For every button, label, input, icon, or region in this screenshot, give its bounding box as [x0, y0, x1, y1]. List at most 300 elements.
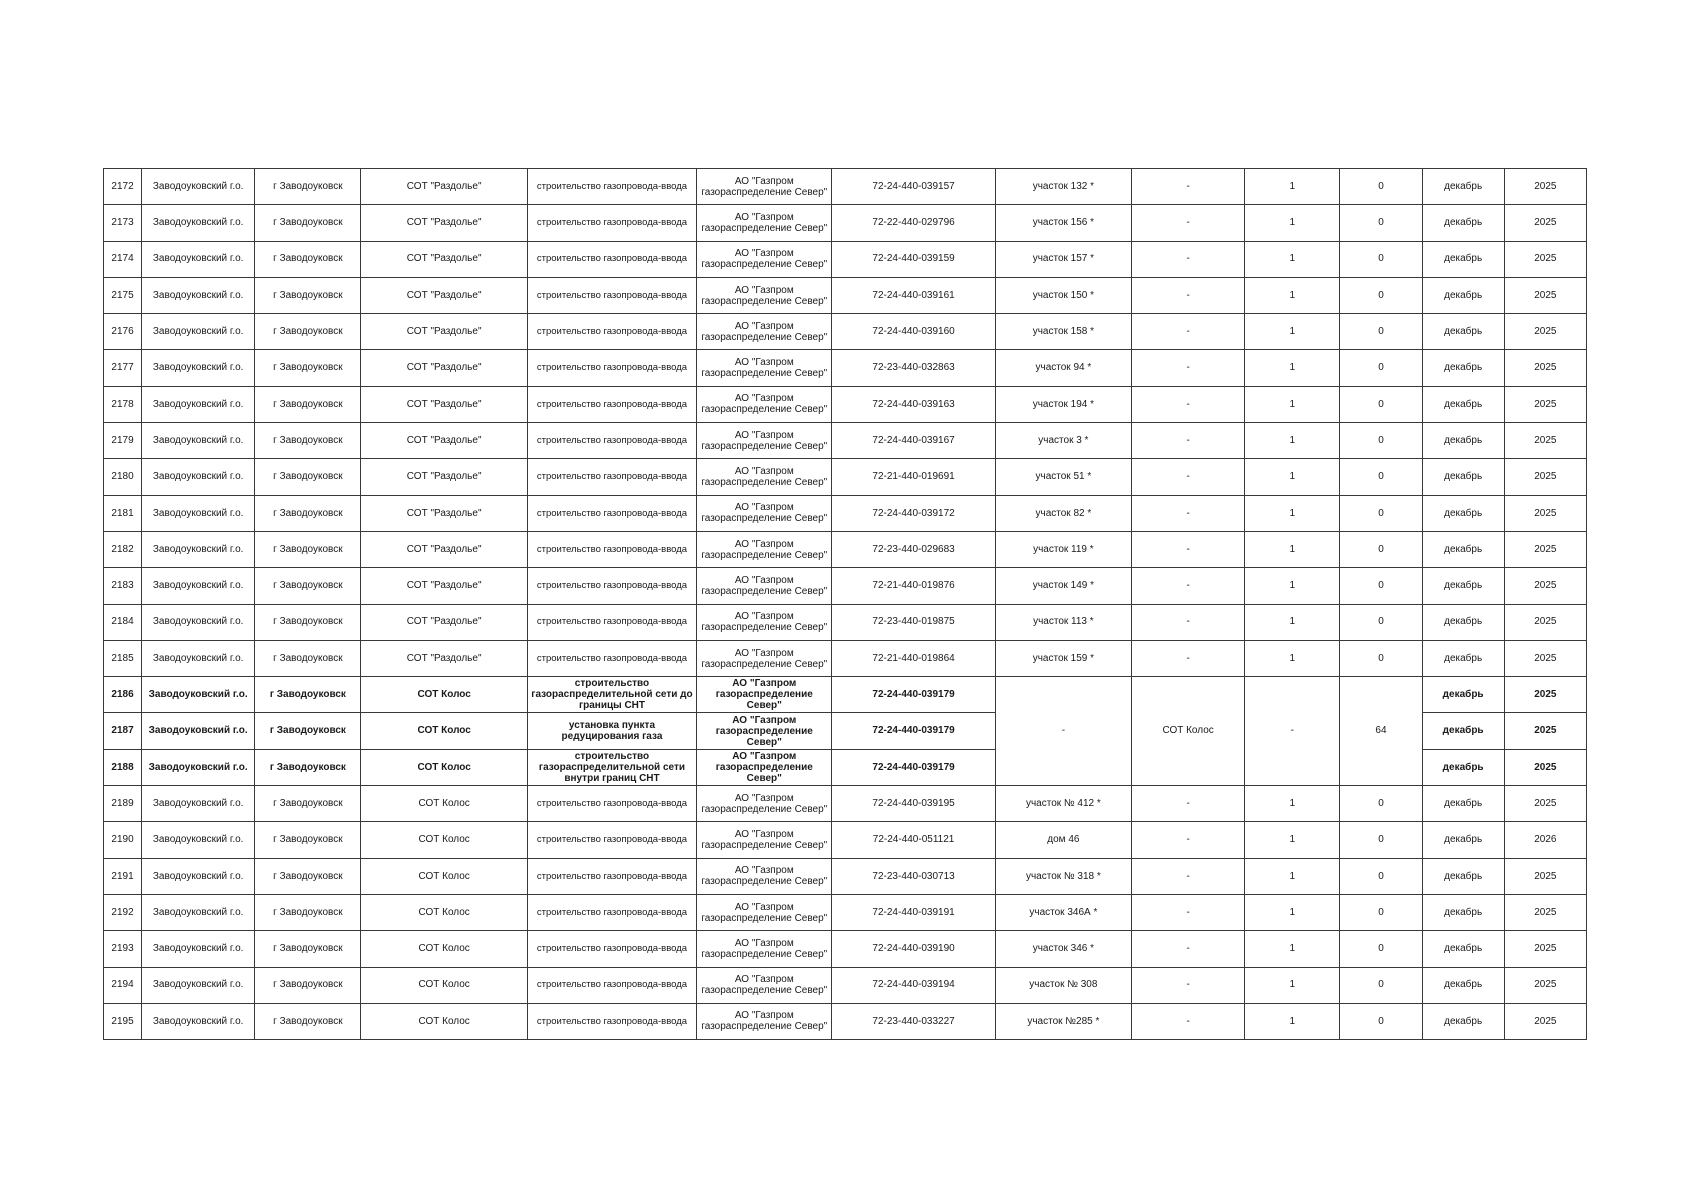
column-10-cell: 1: [1245, 277, 1340, 313]
table-row: [104, 350, 1587, 386]
column-10-cell: 1: [1245, 568, 1340, 604]
month-cell: декабрь: [1422, 604, 1504, 640]
work-type-cell: строительство газопровода-ввода: [527, 495, 696, 531]
organization-cell: АО "Газпром газораспределение Север": [697, 894, 832, 930]
month-cell: декабрь: [1422, 677, 1504, 713]
table-row: [104, 858, 1587, 894]
sot-name-cell: СОТ "Раздолье": [361, 604, 527, 640]
settlement-cell: г Заводоуковск: [255, 386, 361, 422]
column-11-cell: 0: [1340, 205, 1422, 241]
column-11-cell: 0: [1340, 314, 1422, 350]
work-type-cell: строительство газопровода-ввода: [527, 277, 696, 313]
sot-name-cell: СОТ "Раздолье": [361, 568, 527, 604]
cadastral-number-cell: 72-24-440-039167: [832, 423, 995, 459]
cadastral-number-cell: 72-22-440-029796: [832, 205, 995, 241]
district-cell: Заводоуковский г.о.: [142, 459, 255, 495]
column-10-cell-merged: -: [1245, 677, 1340, 786]
sot-name-cell: СОТ "Раздолье": [361, 277, 527, 313]
month-cell: декабрь: [1422, 640, 1504, 676]
plot-cell: участок 346 *: [995, 931, 1131, 967]
organization-cell: АО "Газпром газораспределение Север": [697, 277, 832, 313]
sot-name-cell: СОТ Колос: [361, 967, 527, 1003]
work-type-cell: строительство газопровода-ввода: [527, 350, 696, 386]
row-number-cell: 2194: [104, 967, 142, 1003]
year-cell: 2025: [1504, 386, 1586, 422]
organization-cell: АО "Газпром газораспределение Север": [697, 677, 832, 713]
column-9-cell: -: [1132, 423, 1245, 459]
row-number-cell: 2178: [104, 386, 142, 422]
row-number-cell: 2195: [104, 1003, 142, 1039]
column-9-cell: -: [1132, 786, 1245, 822]
column-9-cell: -: [1132, 894, 1245, 930]
month-cell: декабрь: [1422, 169, 1504, 205]
column-10-cell: 1: [1245, 423, 1340, 459]
organization-cell: АО "Газпром газораспределение Север": [697, 169, 832, 205]
sot-name-cell: СОТ Колос: [361, 822, 527, 858]
sot-name-cell: СОТ Колос: [361, 677, 527, 713]
organization-cell: АО "Газпром газораспределение Север": [697, 314, 832, 350]
column-11-cell: 0: [1340, 386, 1422, 422]
column-10-cell: 1: [1245, 350, 1340, 386]
row-number-cell: 2183: [104, 568, 142, 604]
column-9-cell: -: [1132, 350, 1245, 386]
column-11-cell: 0: [1340, 568, 1422, 604]
year-cell: 2025: [1504, 205, 1586, 241]
work-type-cell: строительство газопровода-ввода: [527, 858, 696, 894]
column-9-cell-merged: СОТ Колос: [1132, 677, 1245, 786]
month-cell: декабрь: [1422, 894, 1504, 930]
settlement-cell: г Заводоуковск: [255, 350, 361, 386]
table-row-group: [104, 677, 1587, 713]
column-11-cell: 0: [1340, 423, 1422, 459]
organization-cell: АО "Газпром газораспределение Север": [697, 386, 832, 422]
sot-name-cell: СОТ "Раздолье": [361, 423, 527, 459]
year-cell: 2025: [1504, 459, 1586, 495]
plot-cell: участок 82 *: [995, 495, 1131, 531]
district-cell: Заводоуковский г.о.: [142, 169, 255, 205]
table-row: [104, 169, 1587, 205]
year-cell: 2025: [1504, 1003, 1586, 1039]
work-type-cell: строительство газопровода-ввода: [527, 568, 696, 604]
year-cell: 2025: [1504, 277, 1586, 313]
settlement-cell: г Заводоуковск: [255, 894, 361, 930]
column-10-cell: 1: [1245, 858, 1340, 894]
settlement-cell: г Заводоуковск: [255, 531, 361, 567]
year-cell: 2025: [1504, 423, 1586, 459]
plot-cell: участок 119 *: [995, 531, 1131, 567]
column-10-cell: 1: [1245, 894, 1340, 930]
work-type-cell: строительство газопровода-ввода: [527, 1003, 696, 1039]
district-cell: Заводоуковский г.о.: [142, 713, 255, 749]
district-cell: Заводоуковский г.о.: [142, 495, 255, 531]
plot-cell: участок 159 *: [995, 640, 1131, 676]
organization-cell: АО "Газпром газораспределение Север": [697, 822, 832, 858]
month-cell: декабрь: [1422, 822, 1504, 858]
work-type-cell: строительство газопровода-ввода: [527, 786, 696, 822]
district-cell: Заводоуковский г.о.: [142, 822, 255, 858]
column-10-cell: 1: [1245, 459, 1340, 495]
cadastral-number-cell: 72-23-440-029683: [832, 531, 995, 567]
district-cell: Заводоуковский г.о.: [142, 786, 255, 822]
row-number-cell: 2174: [104, 241, 142, 277]
year-cell: 2025: [1504, 640, 1586, 676]
work-type-cell: строительство газопровода-ввода: [527, 967, 696, 1003]
settlement-cell: г Заводоуковск: [255, 459, 361, 495]
sot-name-cell: СОТ "Раздолье": [361, 314, 527, 350]
sot-name-cell: СОТ "Раздолье": [361, 350, 527, 386]
year-cell: 2025: [1504, 169, 1586, 205]
work-type-cell: строительство газораспределительной сети до границы СНТ: [527, 677, 696, 713]
column-10-cell: 1: [1245, 786, 1340, 822]
column-9-cell: -: [1132, 459, 1245, 495]
district-cell: Заводоуковский г.о.: [142, 931, 255, 967]
sot-name-cell: СОТ "Раздолье": [361, 241, 527, 277]
district-cell: Заводоуковский г.о.: [142, 749, 255, 785]
organization-cell: АО "Газпром газораспределение Север": [697, 241, 832, 277]
settlement-cell: г Заводоуковск: [255, 822, 361, 858]
year-cell: 2025: [1504, 568, 1586, 604]
column-11-cell: 0: [1340, 931, 1422, 967]
year-cell: 2025: [1504, 858, 1586, 894]
row-number-cell: 2175: [104, 277, 142, 313]
column-9-cell: -: [1132, 858, 1245, 894]
row-number-cell: 2192: [104, 894, 142, 930]
month-cell: декабрь: [1422, 931, 1504, 967]
column-11-cell: 0: [1340, 640, 1422, 676]
column-10-cell: 1: [1245, 169, 1340, 205]
row-number-cell: 2172: [104, 169, 142, 205]
row-number-cell: 2181: [104, 495, 142, 531]
column-10-cell: 1: [1245, 640, 1340, 676]
table-row: [104, 568, 1587, 604]
district-cell: Заводоуковский г.о.: [142, 568, 255, 604]
plot-cell-merged: -: [995, 677, 1131, 786]
table-row: [104, 822, 1587, 858]
settlement-cell: г Заводоуковск: [255, 205, 361, 241]
settlement-cell: г Заводоуковск: [255, 169, 361, 205]
table-row: [104, 967, 1587, 1003]
district-cell: Заводоуковский г.о.: [142, 640, 255, 676]
column-11-cell: 0: [1340, 350, 1422, 386]
plot-cell: участок 194 *: [995, 386, 1131, 422]
sot-name-cell: СОТ Колос: [361, 786, 527, 822]
cadastral-number-cell: 72-24-440-039172: [832, 495, 995, 531]
work-type-cell: строительство газопровода-ввода: [527, 894, 696, 930]
district-cell: Заводоуковский г.о.: [142, 1003, 255, 1039]
column-9-cell: -: [1132, 205, 1245, 241]
table-row: [104, 604, 1587, 640]
cadastral-number-cell: 72-24-440-039194: [832, 967, 995, 1003]
table-row: [104, 931, 1587, 967]
column-9-cell: -: [1132, 241, 1245, 277]
cadastral-number-cell: 72-24-440-039159: [832, 241, 995, 277]
cadastral-number-cell: 72-21-440-019876: [832, 568, 995, 604]
table-row: [104, 495, 1587, 531]
year-cell: 2025: [1504, 786, 1586, 822]
year-cell: 2025: [1504, 495, 1586, 531]
row-number-cell: 2191: [104, 858, 142, 894]
plot-cell: участок 149 *: [995, 568, 1131, 604]
table-row: [104, 1003, 1587, 1039]
settlement-cell: г Заводоуковск: [255, 640, 361, 676]
column-10-cell: 1: [1245, 1003, 1340, 1039]
cadastral-number-cell: 72-23-440-019875: [832, 604, 995, 640]
organization-cell: АО "Газпром газораспределение Север": [697, 858, 832, 894]
column-11-cell-merged: 64: [1340, 677, 1422, 786]
settlement-cell: г Заводоуковск: [255, 568, 361, 604]
district-cell: Заводоуковский г.о.: [142, 386, 255, 422]
column-9-cell: -: [1132, 568, 1245, 604]
organization-cell: АО "Газпром газораспределение Север": [697, 604, 832, 640]
column-10-cell: 1: [1245, 531, 1340, 567]
plot-cell: участок № 412 *: [995, 786, 1131, 822]
month-cell: декабрь: [1422, 459, 1504, 495]
month-cell: декабрь: [1422, 205, 1504, 241]
district-cell: Заводоуковский г.о.: [142, 531, 255, 567]
cadastral-number-cell: 72-23-440-030713: [832, 858, 995, 894]
column-10-cell: 1: [1245, 314, 1340, 350]
column-9-cell: -: [1132, 604, 1245, 640]
table-row: [104, 205, 1587, 241]
district-cell: Заводоуковский г.о.: [142, 858, 255, 894]
work-type-cell: установка пункта редуцирования газа: [527, 713, 696, 749]
column-11-cell: 0: [1340, 967, 1422, 1003]
settlement-cell: г Заводоуковск: [255, 314, 361, 350]
column-11-cell: 0: [1340, 822, 1422, 858]
month-cell: декабрь: [1422, 350, 1504, 386]
sot-name-cell: СОТ Колос: [361, 1003, 527, 1039]
column-9-cell: -: [1132, 967, 1245, 1003]
organization-cell: АО "Газпром газораспределение Север": [697, 205, 832, 241]
month-cell: декабрь: [1422, 786, 1504, 822]
district-cell: Заводоуковский г.о.: [142, 967, 255, 1003]
sot-name-cell: СОТ "Раздолье": [361, 205, 527, 241]
plot-cell: участок 51 *: [995, 459, 1131, 495]
cadastral-number-cell: 72-24-440-039163: [832, 386, 995, 422]
month-cell: декабрь: [1422, 495, 1504, 531]
row-number-cell: 2187: [104, 713, 142, 749]
row-number-cell: 2193: [104, 931, 142, 967]
district-cell: Заводоуковский г.о.: [142, 314, 255, 350]
table-row: [104, 277, 1587, 313]
column-9-cell: -: [1132, 169, 1245, 205]
column-10-cell: 1: [1245, 386, 1340, 422]
work-type-cell: строительство газопровода-ввода: [527, 241, 696, 277]
table-row: [104, 314, 1587, 350]
cadastral-number-cell: 72-23-440-032863: [832, 350, 995, 386]
organization-cell: АО "Газпром газораспределение Север": [697, 423, 832, 459]
settlement-cell: г Заводоуковск: [255, 931, 361, 967]
work-type-cell: строительство газопровода-ввода: [527, 314, 696, 350]
cadastral-number-cell: 72-24-440-051121: [832, 822, 995, 858]
month-cell: декабрь: [1422, 749, 1504, 785]
column-11-cell: 0: [1340, 1003, 1422, 1039]
district-cell: Заводоуковский г.о.: [142, 894, 255, 930]
table-row: [104, 423, 1587, 459]
plot-cell: участок 346А *: [995, 894, 1131, 930]
column-9-cell: -: [1132, 640, 1245, 676]
plot-cell: участок 94 *: [995, 350, 1131, 386]
cadastral-number-cell: 72-21-440-019691: [832, 459, 995, 495]
organization-cell: АО "Газпром газораспределение Север": [697, 640, 832, 676]
column-11-cell: 0: [1340, 894, 1422, 930]
organization-cell: АО "Газпром газораспределение Север": [697, 495, 832, 531]
sot-name-cell: СОТ Колос: [361, 931, 527, 967]
table-row: [104, 640, 1587, 676]
row-number-cell: 2179: [104, 423, 142, 459]
column-11-cell: 0: [1340, 858, 1422, 894]
sot-name-cell: СОТ Колос: [361, 713, 527, 749]
work-type-cell: строительство газопровода-ввода: [527, 604, 696, 640]
month-cell: декабрь: [1422, 423, 1504, 459]
cadastral-number-cell: 72-24-440-039179: [832, 677, 995, 713]
table-row: [104, 894, 1587, 930]
row-number-cell: 2173: [104, 205, 142, 241]
month-cell: декабрь: [1422, 568, 1504, 604]
settlement-cell: г Заводоуковск: [255, 495, 361, 531]
district-cell: Заводоуковский г.о.: [142, 241, 255, 277]
year-cell: 2025: [1504, 677, 1586, 713]
organization-cell: АО "Газпром газораспределение Север": [697, 749, 832, 785]
settlement-cell: г Заводоуковск: [255, 241, 361, 277]
plot-cell: дом 46: [995, 822, 1131, 858]
month-cell: декабрь: [1422, 531, 1504, 567]
plot-cell: участок №285 *: [995, 1003, 1131, 1039]
sot-name-cell: СОТ "Раздолье": [361, 495, 527, 531]
cadastral-number-cell: 72-24-440-039157: [832, 169, 995, 205]
cadastral-number-cell: 72-24-440-039191: [832, 894, 995, 930]
year-cell: 2025: [1504, 350, 1586, 386]
year-cell: 2025: [1504, 314, 1586, 350]
settlement-cell: г Заводоуковск: [255, 786, 361, 822]
column-9-cell: -: [1132, 277, 1245, 313]
district-cell: Заводоуковский г.о.: [142, 350, 255, 386]
row-number-cell: 2184: [104, 604, 142, 640]
year-cell: 2025: [1504, 967, 1586, 1003]
organization-cell: АО "Газпром газораспределение Север": [697, 786, 832, 822]
organization-cell: АО "Газпром газораспределение Север": [697, 931, 832, 967]
column-10-cell: 1: [1245, 931, 1340, 967]
sot-name-cell: СОТ "Раздолье": [361, 531, 527, 567]
work-type-cell: строительство газопровода-ввода: [527, 459, 696, 495]
year-cell: 2025: [1504, 241, 1586, 277]
sot-name-cell: СОТ "Раздолье": [361, 640, 527, 676]
table-row: [104, 241, 1587, 277]
column-11-cell: 0: [1340, 495, 1422, 531]
table-row: [104, 531, 1587, 567]
sot-name-cell: СОТ "Раздолье": [361, 459, 527, 495]
organization-cell: АО "Газпром газораспределение Север": [697, 350, 832, 386]
sot-name-cell: СОТ Колос: [361, 858, 527, 894]
row-number-cell: 2177: [104, 350, 142, 386]
year-cell: 2026: [1504, 822, 1586, 858]
table-row: [104, 786, 1587, 822]
plot-cell: участок 156 *: [995, 205, 1131, 241]
settlement-cell: г Заводоуковск: [255, 423, 361, 459]
plot-cell: участок 158 *: [995, 314, 1131, 350]
column-9-cell: -: [1132, 531, 1245, 567]
column-10-cell: 1: [1245, 604, 1340, 640]
cadastral-number-cell: 72-24-440-039160: [832, 314, 995, 350]
row-number-cell: 2180: [104, 459, 142, 495]
table-row: [104, 386, 1587, 422]
column-9-cell: -: [1132, 931, 1245, 967]
column-9-cell: -: [1132, 495, 1245, 531]
district-cell: Заводоуковский г.о.: [142, 423, 255, 459]
plot-cell: участок № 318 *: [995, 858, 1131, 894]
cadastral-number-cell: 72-24-440-039195: [832, 786, 995, 822]
year-cell: 2025: [1504, 749, 1586, 785]
month-cell: декабрь: [1422, 713, 1504, 749]
row-number-cell: 2185: [104, 640, 142, 676]
organization-cell: АО "Газпром газораспределение Север": [697, 713, 832, 749]
year-cell: 2025: [1504, 604, 1586, 640]
organization-cell: АО "Газпром газораспределение Север": [697, 531, 832, 567]
column-9-cell: -: [1132, 386, 1245, 422]
cadastral-number-cell: 72-23-440-033227: [832, 1003, 995, 1039]
sot-name-cell: СОТ Колос: [361, 894, 527, 930]
row-number-cell: 2190: [104, 822, 142, 858]
organization-cell: АО "Газпром газораспределение Север": [697, 967, 832, 1003]
cadastral-number-cell: 72-24-440-039190: [832, 931, 995, 967]
gasification-schedule-table: [103, 168, 1587, 1040]
column-10-cell: 1: [1245, 205, 1340, 241]
plot-cell: участок 3 *: [995, 423, 1131, 459]
plot-cell: участок 150 *: [995, 277, 1131, 313]
cadastral-number-cell: 72-21-440-019864: [832, 640, 995, 676]
month-cell: декабрь: [1422, 277, 1504, 313]
month-cell: декабрь: [1422, 314, 1504, 350]
district-cell: Заводоуковский г.о.: [142, 205, 255, 241]
year-cell: 2025: [1504, 713, 1586, 749]
settlement-cell: г Заводоуковск: [255, 858, 361, 894]
work-type-cell: строительство газопровода-ввода: [527, 822, 696, 858]
sot-name-cell: СОТ "Раздолье": [361, 169, 527, 205]
work-type-cell: строительство газопровода-ввода: [527, 531, 696, 567]
plot-cell: участок № 308: [995, 967, 1131, 1003]
plot-cell: участок 132 *: [995, 169, 1131, 205]
cadastral-number-cell: 72-24-440-039179: [832, 713, 995, 749]
district-cell: Заводоуковский г.о.: [142, 677, 255, 713]
settlement-cell: г Заводоуковск: [255, 677, 361, 713]
month-cell: декабрь: [1422, 858, 1504, 894]
settlement-cell: г Заводоуковск: [255, 967, 361, 1003]
settlement-cell: г Заводоуковск: [255, 1003, 361, 1039]
year-cell: 2025: [1504, 931, 1586, 967]
column-11-cell: 0: [1340, 531, 1422, 567]
work-type-cell: строительство газопровода-ввода: [527, 386, 696, 422]
month-cell: декабрь: [1422, 967, 1504, 1003]
month-cell: декабрь: [1422, 241, 1504, 277]
column-11-cell: 0: [1340, 277, 1422, 313]
work-type-cell: строительство газопровода-ввода: [527, 169, 696, 205]
row-number-cell: 2189: [104, 786, 142, 822]
column-11-cell: 0: [1340, 241, 1422, 277]
plot-cell: участок 113 *: [995, 604, 1131, 640]
month-cell: декабрь: [1422, 1003, 1504, 1039]
column-10-cell: 1: [1245, 495, 1340, 531]
year-cell: 2025: [1504, 894, 1586, 930]
column-11-cell: 0: [1340, 459, 1422, 495]
column-11-cell: 0: [1340, 786, 1422, 822]
organization-cell: АО "Газпром газораспределение Север": [697, 459, 832, 495]
organization-cell: АО "Газпром газораспределение Север": [697, 568, 832, 604]
settlement-cell: г Заводоуковск: [255, 749, 361, 785]
column-9-cell: -: [1132, 1003, 1245, 1039]
sot-name-cell: СОТ "Раздолье": [361, 386, 527, 422]
district-cell: Заводоуковский г.о.: [142, 604, 255, 640]
month-cell: декабрь: [1422, 386, 1504, 422]
